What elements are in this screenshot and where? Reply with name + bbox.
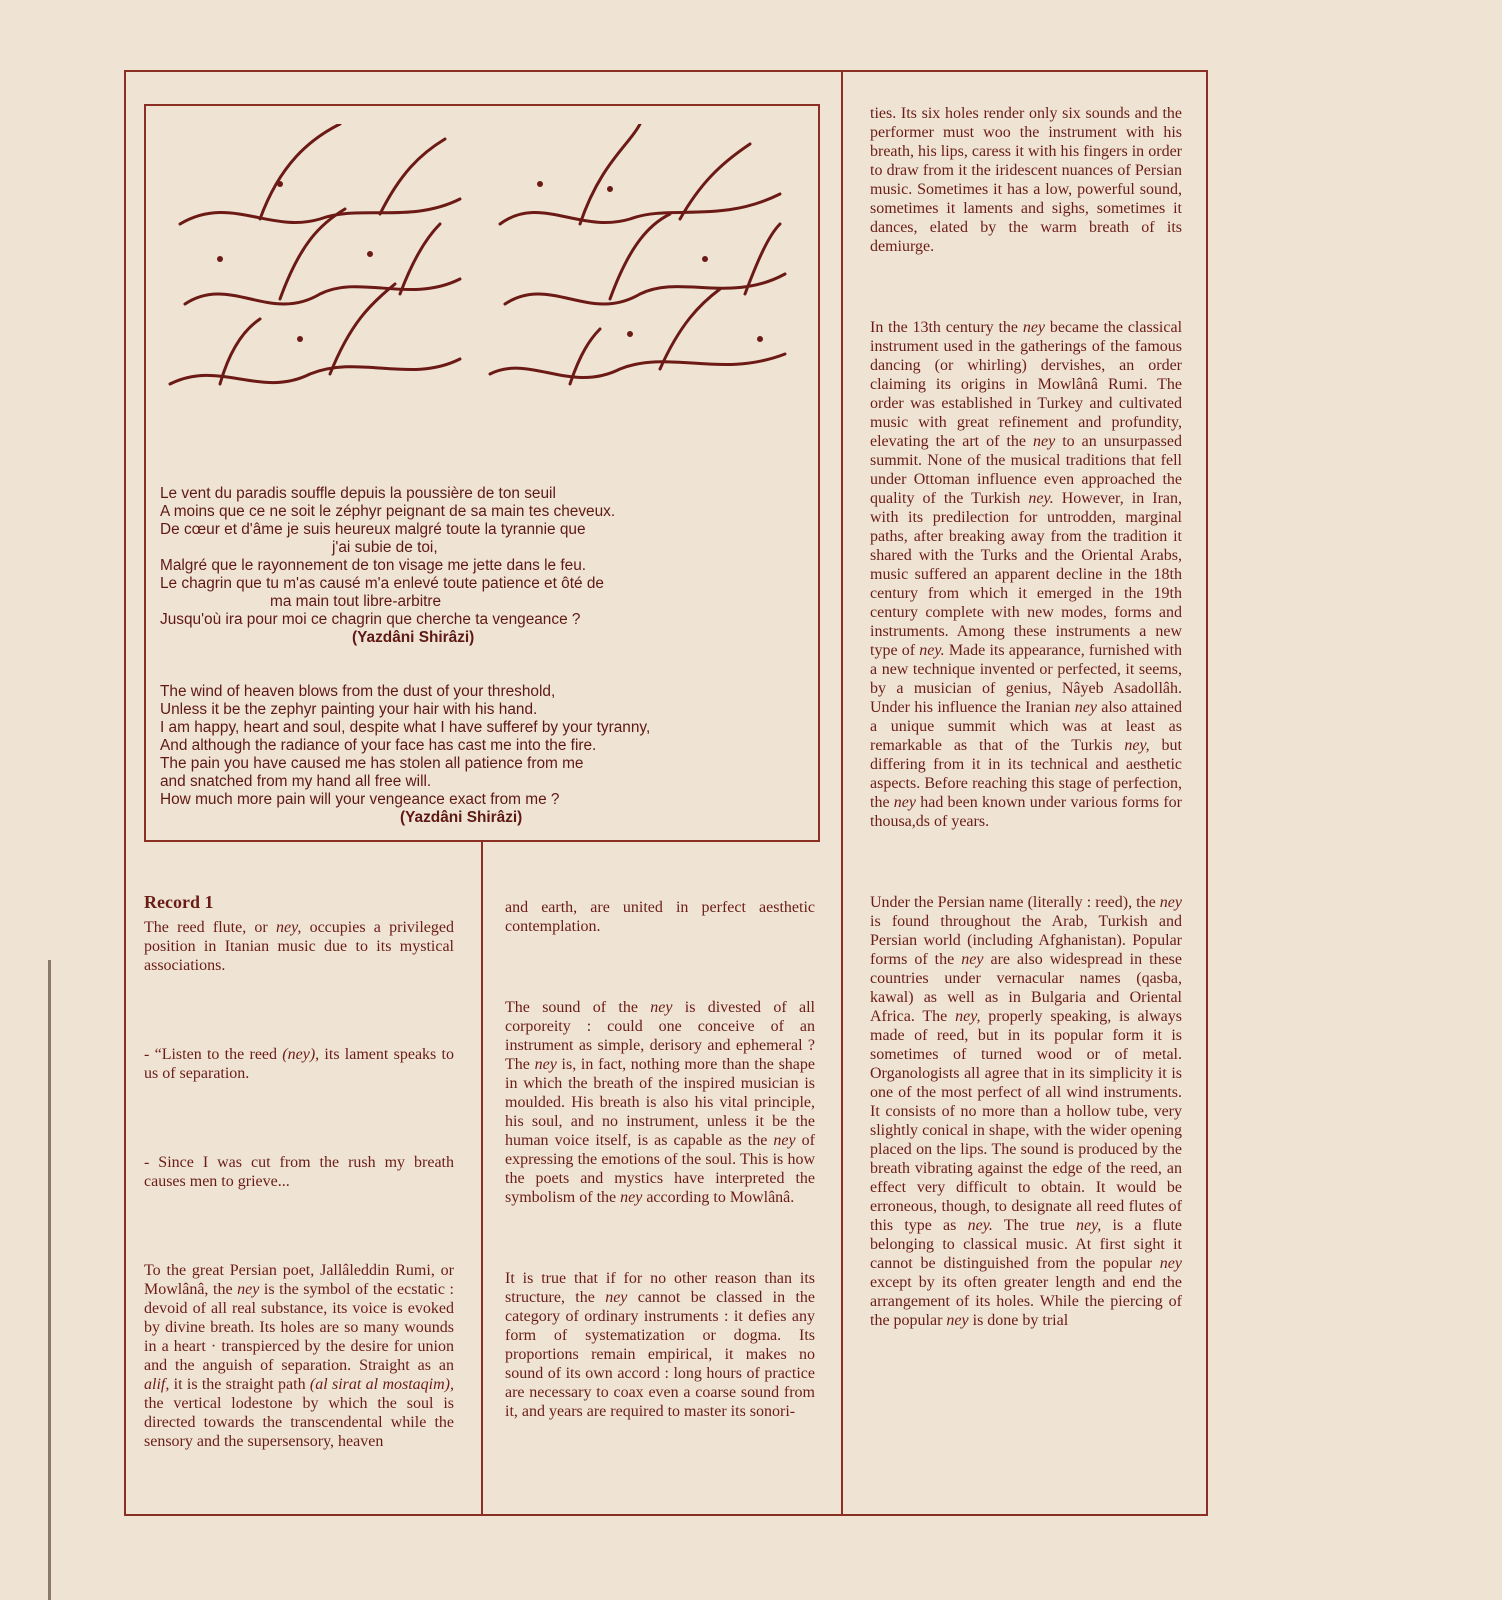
paragraph: It is true that if for no other reason than its structure, the ney cannot be classed in the category of ordinary instruments : it defies any form of systematization or dogma. Its proportions remain empirical, it makes no sound of its own accord : long hours of practice are necessary to coax even a coarse sound from it, and years are required to master its sonori- xyxy=(505,1270,815,1420)
paragraph: Under the Persian name (literally : reed), the ney is found throughout the Arab, Turkish and Persian world (including Afghanistan). Popular forms of the ney are also widespread in these countries under vernacular names (qasba, kawal) as well as in Bulgaria and Oriental Africa. The ney, properly speaking, is always made of reed, but in its popular form it is sometimes of turned wood or of metal. Organologists all agree that in its simplicity it is one of the most perfect of all wind instruments. It consists of no more than a hollow tube, very slightly conical in shape, with the wider opening placed on the lips. The sound is produced by the breath vibrating against the edge of the reed, an effect very difficult to obtain. It would be erroneous, though, to designate all reed flutes of this type as ney. The true ney, is a flute belonging to classical music. At first sight it cannot be distinguished from the popular ney except by its often greater length and end the arrangement of its holes. While the piercing of the popular ney is done by trial xyxy=(870,894,1183,1329)
paragraph: ties. Its six holes render only six sounds and the performer must woo the instrument with his breath, his lips, caress it with his fingers in order to draw from it the iridescent nuances of Persian music. Sometimes it has a low, powerful sound, sometimes it laments and sighs, sometimes it dances, elated by the warm breath of its demiurge. xyxy=(870,105,1182,255)
column-3 xyxy=(870,104,1182,1330)
verse-line: j'ai subie de toi, xyxy=(332,539,438,556)
french-verse xyxy=(160,485,800,647)
verse-line: The wind of heaven blows from the dust of your threshold, xyxy=(160,683,556,700)
paragraph: The sound of the ney is divested of all corporeity : could one conceive of an instrument as simple, derisory and ephemeral ? The ney is, in fact, nothing more than the shape in which the breath of the inspired musician is moulded. His breath is also his vital principle, his soul, and no instrument, unless it be the human voice itself, is as capable as the ney of expressing the emotions of the soul. This is how the poets and mystics have interpreted the symbolism of the ney according to Mowlânâ. xyxy=(505,999,816,1206)
english-verse xyxy=(160,683,800,827)
paragraph: - Since I was cut from the rush my breath causes men to grieve... xyxy=(144,1154,454,1190)
column-rule-middle xyxy=(481,842,483,1516)
column-1 xyxy=(144,893,454,1451)
section-heading: Record 1 xyxy=(144,892,214,912)
column-2 xyxy=(505,898,815,1421)
verse-author: (Yazdâni Shirâzi) xyxy=(352,629,475,646)
verse-line: Le chagrin que tu m'as causé m'a enlevé toute patience et ôté de xyxy=(160,575,604,592)
paragraph: To the great Persian poet, Jallâleddin Rumi, or Mowlânâ, the ney is the symbol of the ecstatic : devoid of all real substance, its voice is evoked by divine breath. Its holes are so many wounds in a heart · transpierced by the desire for union and the anguish of separation. Straight as an alif, it is the straight path (al sirat al mostaqim), the vertical lodestone by which the soul is directed towards the transcendental while the sensory and the supersensory, heaven xyxy=(144,1262,455,1450)
verse-line: The pain you have caused me has stolen all patience from me xyxy=(160,755,584,772)
verse-line: A moins que ce ne soit le zéphyr peignant de sa main tes cheveux. xyxy=(160,503,616,520)
verse-line: ma main tout libre-arbitre xyxy=(270,593,442,610)
verse-line: How much more pain will your vengeance exact from me ? xyxy=(160,791,560,808)
paragraph: - “Listen to the reed (ney), its lament speaks to us of separation. xyxy=(144,1046,454,1082)
paragraph: In the 13th century the ney became the classical instrument used in the gatherings of the famous dancing (or whirling) dervishes, an order claiming its origins in Mowlânâ Rumi. The order was established in Turkey and cultivated music with great refinement and profundity, elevating the art of the ney to an unsurpassed summit. None of the musical traditions that fell under Ottoman influence even approached the quality of the Turkish ney. However, in Iran, with its predilection for untrodden, marginal paths, after breaking away from the tradition it shared with the Turks and the Oriental Arabs, music suffered an apparent decline in the 18th century from which it emerged in the 19th century complete with new modes, forms and instruments. Among these instruments a new type of ney. Made its appearance, furnished with a new technique invented or perfected, it seems, by a musician of genius, Nâyeb Asadollâh. Under his influence the Iranian ney also attained a unique summit which was at least as remarkable as that of the Turkis ney, but differing from it in its technical and aesthetic aspects. Before reaching this stage of perfection, the ney had been known under various forms for thousa,ds of years. xyxy=(870,319,1183,830)
verse-line: and snatched from my hand all free will. xyxy=(160,773,432,790)
page-fold-shadow xyxy=(48,960,51,1600)
persian-calligraphy xyxy=(160,124,810,424)
verse-line: De cœur et d'âme je suis heureux malgré toute la tyrannie que xyxy=(160,521,586,538)
verse-line: I am happy, heart and soul, despite what I have sufferef by your tyranny, xyxy=(160,719,651,736)
paragraph: The reed flute, or ney, occupies a privileged position in Itanian music due to its mystical associations. xyxy=(144,919,454,974)
verse-author: (Yazdâni Shirâzi) xyxy=(400,809,523,826)
paragraph: and earth, are united in perfect aesthetic contemplation. xyxy=(505,899,815,935)
verse-line: Unless it be the zephyr painting your hair with his hand. xyxy=(160,701,538,718)
verse-line: And although the radiance of your face has cast me into the fire. xyxy=(160,737,597,754)
verse-line: Le vent du paradis souffle depuis la poussière de ton seuil xyxy=(160,485,556,502)
verse-line: Jusqu'où ira pour moi ce chagrin que cherche ta vengeance ? xyxy=(160,611,581,628)
column-rule-right xyxy=(841,70,843,1516)
verse-line: Malgré que le rayonnement de ton visage me jette dans le feu. xyxy=(160,557,587,574)
